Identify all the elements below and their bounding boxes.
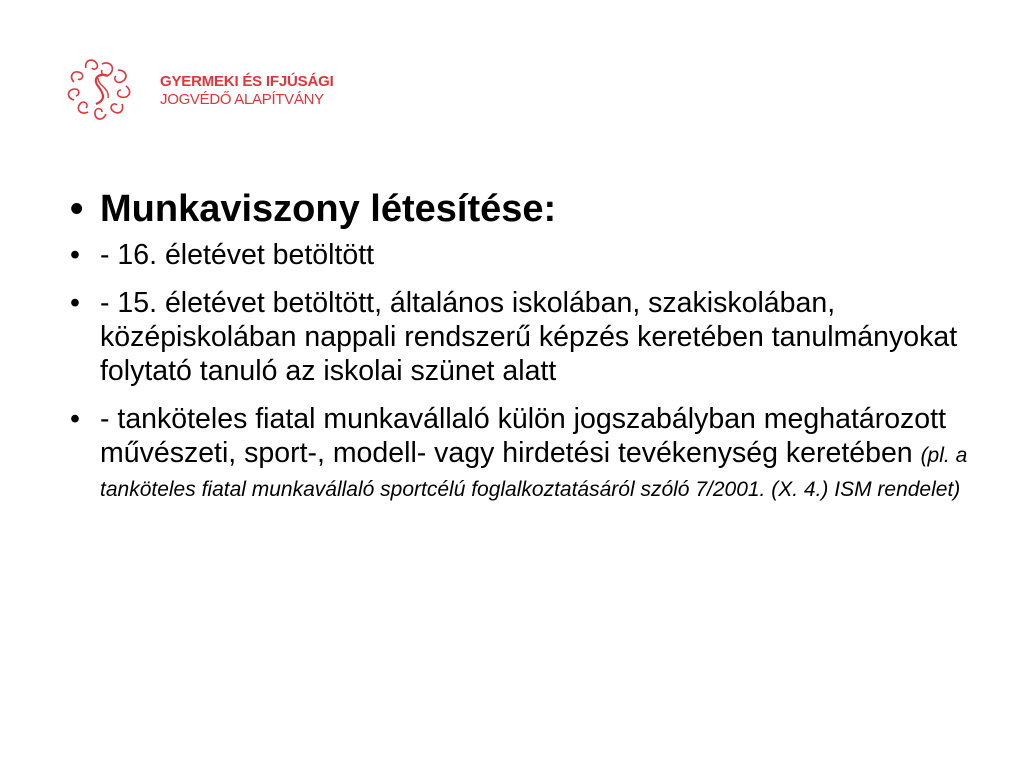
- list-item: [60, 238, 980, 272]
- logo-title: GYERMEKI ÉS IFJÚSÁGI: [160, 73, 334, 90]
- slide-content: [60, 186, 980, 518]
- list-item: [60, 286, 980, 388]
- slide-heading: [60, 186, 980, 232]
- list-item-text: - tanköteles fiatal munkavállaló külön jogszabályban meghatározott művészeti, sport-, modell- vagy hirdetési tevékenység keretében: [100, 403, 946, 469]
- ornament-swirl-icon: [60, 58, 144, 122]
- bullet-list: [60, 186, 980, 504]
- legal-reference-note: (pl. a tanköteles fiatal munkavállaló sportcélú foglalkoztatásáról szóló 7/2001. (X. 4.) ISM rendelet): [100, 444, 968, 501]
- bullet-icon: •: [70, 287, 80, 319]
- heading-text: Munkaviszony létesítése:: [100, 188, 557, 230]
- list-item: [60, 402, 980, 504]
- foundation-logo: [60, 58, 350, 122]
- logo-subtitle: JOGVÉDŐ ALAPÍTVÁNY: [160, 91, 324, 108]
- bullet-icon: •: [70, 188, 84, 230]
- list-item-text: - 16. életévet betöltött: [100, 239, 375, 271]
- bullet-icon: •: [70, 239, 80, 271]
- bullet-icon: •: [70, 403, 80, 435]
- list-item-text: - 15. életévet betöltött, általános iskolában, szakiskolában, középiskolában nappali rendszerű képzés keretében tanulmányokat folytató tanuló az iskolai szünet alatt: [100, 287, 958, 387]
- logo-text: [160, 73, 334, 109]
